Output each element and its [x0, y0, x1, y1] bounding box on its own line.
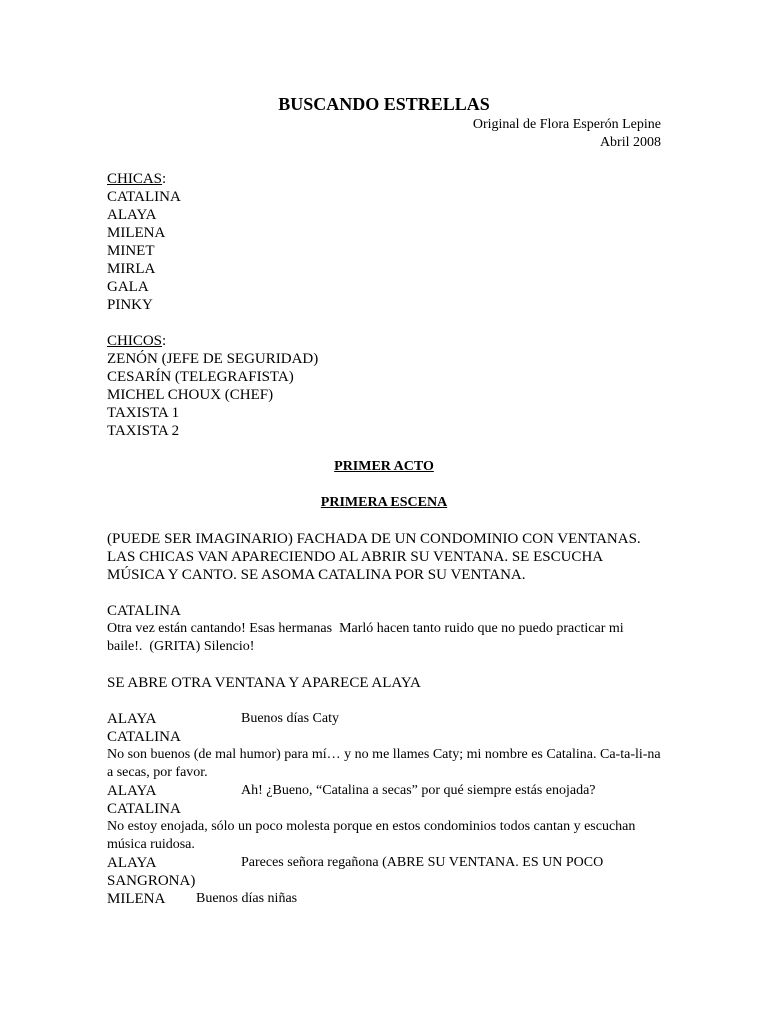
date-line: Abril 2008: [599, 135, 661, 150]
dialogue-continuation: SANGRONA): [107, 873, 196, 889]
speaker-name: ALAYA: [107, 783, 157, 799]
dialogue-row: [107, 782, 661, 800]
spacer: [107, 584, 661, 602]
speaker-name: ALAYA: [107, 855, 157, 871]
dialogue-text: No estoy enojada, sólo un poco molesta porque en estos condominios todos cantan y escuchan música ruidosa.: [107, 819, 639, 852]
spacer: [107, 440, 661, 458]
chicos-heading-text: CHICOS: [107, 333, 163, 349]
dialogue-row: [107, 854, 661, 872]
spacer: [107, 692, 661, 710]
dialogue-text: Ah! ¿Bueno, “Catalina a secas” por qué siempre estás enojada?: [241, 783, 596, 798]
speaker-name: MILENA: [107, 891, 166, 907]
spacer: [107, 512, 661, 530]
dialogue-text: Buenos días Caty: [241, 711, 339, 726]
stage-direction: (PUEDE SER IMAGINARIO) FACHADA DE UN CONDOMINIO CON VENTANAS. LAS CHICAS VAN APARECIENDO AL ABRIR SU VENTANA. SE ESCUCHA MÚSICA Y CANTO. SE ASOMA CATALINA POR SU VENTANA.: [107, 531, 645, 583]
cast-name: CESARÍN (TELEGRAFISTA): [107, 369, 294, 385]
spacer: [107, 476, 661, 494]
cast-name: MICHEL CHOUX (CHEF): [107, 387, 274, 403]
spacer: [107, 152, 661, 170]
play-title: BUSCANDO ESTRELLAS: [278, 94, 490, 114]
chicas-heading-text: CHICAS: [107, 171, 163, 187]
cast-name: MILENA: [107, 225, 166, 241]
cast-name: CATALINA: [107, 189, 181, 205]
chicas-heading-colon: :: [162, 171, 167, 187]
scene-heading: PRIMERA ESCENA: [320, 495, 448, 510]
cast-name: ALAYA: [107, 207, 157, 223]
dialogue-row: [107, 890, 661, 908]
author-line: Original de Flora Esperón Lepine: [472, 117, 661, 132]
act-heading: PRIMER ACTO: [334, 459, 434, 474]
speaker-name: CATALINA: [107, 801, 181, 817]
cast-name: ZENÓN (JEFE DE SEGURIDAD): [107, 351, 319, 367]
spacer: [107, 656, 661, 674]
speaker-name: ALAYA: [107, 711, 157, 727]
spacer: [107, 314, 661, 332]
cast-name: TAXISTA 2: [107, 423, 180, 439]
dialogue-text: Pareces señora regañona (ABRE SU VENTANA. ES UN POCO: [241, 855, 604, 870]
cast-name: MINET: [107, 243, 155, 259]
script-page: [107, 92, 665, 908]
chicas-heading: [107, 170, 661, 188]
cast-name: GALA: [107, 279, 149, 295]
chicos-heading-colon: :: [162, 333, 167, 349]
dialogue-text: Otra vez están cantando! Esas hermanas Marló hacen tanto ruido que no puedo practicar mi baile!. (GRITA) Silencio!: [107, 621, 628, 654]
cast-name: TAXISTA 1: [107, 405, 180, 421]
speaker-name: CATALINA: [107, 603, 181, 619]
cast-name: PINKY: [107, 297, 153, 313]
dialogue-text: Buenos días niñas: [196, 891, 298, 906]
dialogue-text: No son buenos (de mal humor) para mí… y no me llames Caty; mi nombre es Catalina. Ca-ta-li-na a secas, por favor.: [107, 747, 665, 780]
dialogue-row: [107, 710, 661, 728]
cast-name: MIRLA: [107, 261, 156, 277]
stage-direction: SE ABRE OTRA VENTANA Y APARECE ALAYA: [107, 675, 421, 691]
speaker-name: CATALINA: [107, 729, 181, 745]
chicos-heading: [107, 332, 661, 350]
